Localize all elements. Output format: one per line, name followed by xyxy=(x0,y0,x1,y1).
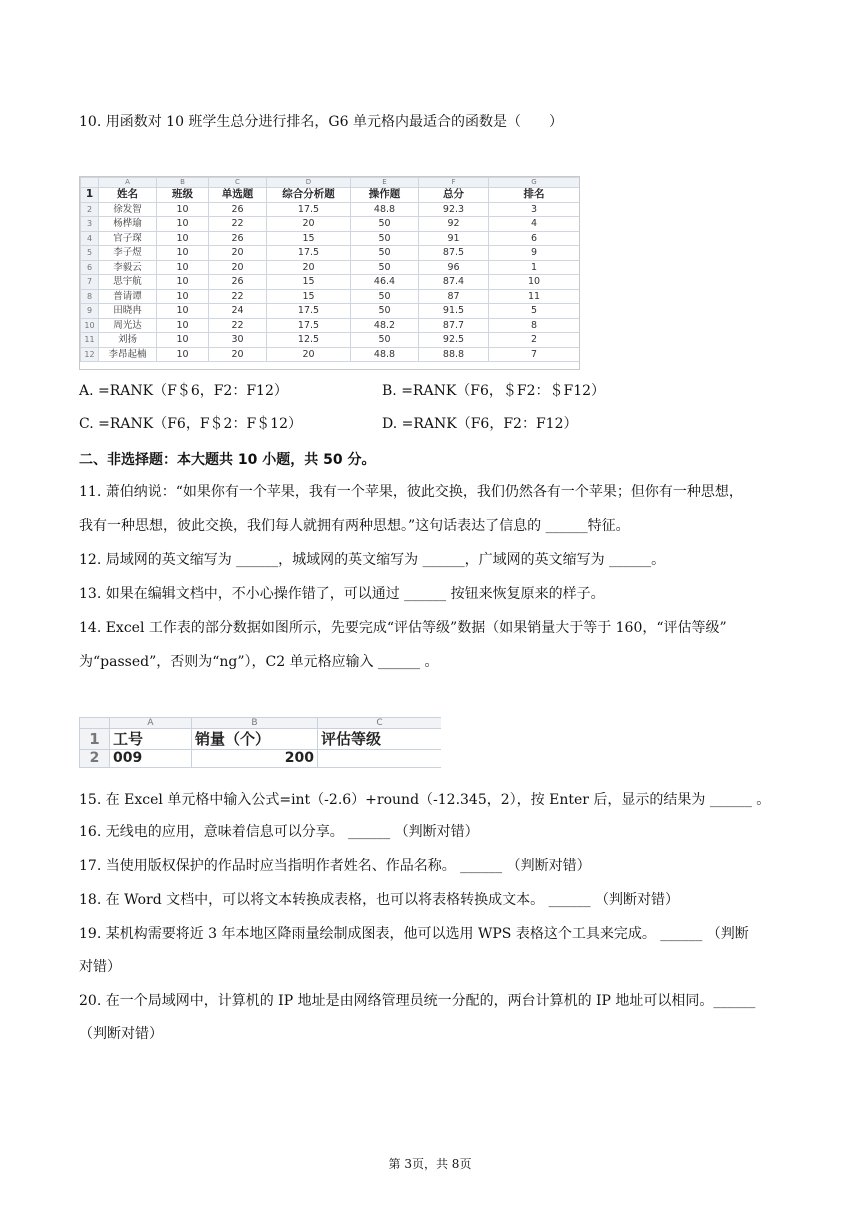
table-cell: 李子煜 xyxy=(99,246,157,261)
question-10: 10. 用函数对 10 班学生总分进行排名，G6 单元格内最适合的函数是（ ） xyxy=(79,114,563,130)
row-number: 7 xyxy=(81,275,99,290)
table-cell: 87.4 xyxy=(419,275,489,290)
col-header xyxy=(80,718,110,729)
table-cell: 3 xyxy=(489,202,580,217)
table-cell: 10 xyxy=(157,231,209,246)
table-row xyxy=(81,246,580,261)
table-cell: 10 xyxy=(157,318,209,333)
table-cell: 87 xyxy=(419,289,489,304)
table-cell: 20 xyxy=(209,246,267,261)
row-number: 1 xyxy=(81,188,99,203)
header-cell: 姓名 xyxy=(99,188,157,203)
table-row xyxy=(81,275,580,290)
question-19-line-2: 对错） xyxy=(79,959,121,975)
table-cell: 24 xyxy=(209,304,267,319)
question-11-line-1: 11. 萧伯纳说：“如果你有一个苹果，我有一个苹果，彼此交换，我们仍然各有一个苹果；但你有一种思想， xyxy=(79,484,743,500)
question-14-line-2: 为“passed”，否则为“ng”），C2 单元格应输入 ______ 。 xyxy=(79,654,439,670)
row-number: 9 xyxy=(81,304,99,319)
table-cell: 17.5 xyxy=(267,202,351,217)
cell-b2: 200 xyxy=(192,750,318,768)
header-cell: 单选题 xyxy=(209,188,267,203)
table-cell: 92.5 xyxy=(419,333,489,348)
row-header: 2 xyxy=(80,750,110,768)
table-cell: 9 xyxy=(489,246,580,261)
table-cell: 92.3 xyxy=(419,202,489,217)
table-cell: 10 xyxy=(157,202,209,217)
header-cell: 综合分析题 xyxy=(267,188,351,203)
option-d: D. =RANK（F6，F2：F12） xyxy=(382,416,578,432)
table-row xyxy=(81,289,580,304)
col-header: A xyxy=(110,718,192,729)
ranking-table xyxy=(80,177,580,362)
col-header: D xyxy=(267,178,351,188)
table-cell: 17.5 xyxy=(267,318,351,333)
row-number: 2 xyxy=(81,202,99,217)
question-17: 17. 当使用版权保护的作品时应当指明作者姓名、作品名称。 ______ （判断对错） xyxy=(79,858,591,874)
row-number: 4 xyxy=(81,231,99,246)
table-cell: 88.8 xyxy=(419,347,489,362)
table-cell: 20 xyxy=(267,217,351,232)
cell-c2 xyxy=(318,750,442,768)
col-header: B xyxy=(192,718,318,729)
cell-c1: 评估等级 xyxy=(318,729,442,750)
table-cell: 17.5 xyxy=(267,246,351,261)
table-cell: 87.7 xyxy=(419,318,489,333)
table-row xyxy=(81,333,580,348)
row-number: 8 xyxy=(81,289,99,304)
table-cell: 杨桦瑜 xyxy=(99,217,157,232)
table-cell: 50 xyxy=(351,246,419,261)
section-2-heading: 二、非选择题：本大题共 10 小题，共 50 分。 xyxy=(79,452,376,468)
table-cell: 10 xyxy=(157,347,209,362)
question-19-line-1: 19. 某机构需要将近 3 年本地区降雨量绘制成图表，他可以选用 WPS 表格这个工具来完成。 ______ （判断 xyxy=(79,926,749,942)
table-cell: 96 xyxy=(419,260,489,275)
table-cell: 91.5 xyxy=(419,304,489,319)
column-header-row xyxy=(81,178,580,188)
table-cell: 20 xyxy=(209,347,267,362)
table-cell: 50 xyxy=(351,260,419,275)
table-cell: 李昂起楠 xyxy=(99,347,157,362)
question-13: 13. 如果在编辑文档中，不小心操作错了，可以通过 ______ 按钮来恢复原来的样子。 xyxy=(79,586,605,602)
table-cell: 20 xyxy=(209,260,267,275)
table-cell: 10 xyxy=(157,246,209,261)
col-header: B xyxy=(157,178,209,188)
table-cell: 8 xyxy=(489,318,580,333)
table-cell: 26 xyxy=(209,202,267,217)
table-cell: 50 xyxy=(351,304,419,319)
header-cell: 总分 xyxy=(419,188,489,203)
row-number: 5 xyxy=(81,246,99,261)
table-cell: 50 xyxy=(351,289,419,304)
cell-a2: 009 xyxy=(110,750,192,768)
table-cell: 50 xyxy=(351,333,419,348)
col-header: C xyxy=(318,718,442,729)
table-cell: 10 xyxy=(157,275,209,290)
option-a: A. =RANK（F＄6，F2：F12） xyxy=(79,383,288,399)
table-cell: 田晓冉 xyxy=(99,304,157,319)
table-cell: 2 xyxy=(489,333,580,348)
header-cell: 班级 xyxy=(157,188,209,203)
table-cell: 20 xyxy=(267,347,351,362)
ranking-spreadsheet-image xyxy=(79,176,580,370)
table-header-row xyxy=(81,188,580,203)
sales-spreadsheet-image xyxy=(79,717,441,770)
cell-b1: 销量（个） xyxy=(192,729,318,750)
table-cell: 1 xyxy=(489,260,580,275)
page-footer: 第 3页，共 8页 xyxy=(388,1157,472,1171)
row-number: 12 xyxy=(81,347,99,362)
table-row xyxy=(81,217,580,232)
sales-table xyxy=(79,717,441,768)
cell-a1: 工号 xyxy=(110,729,192,750)
table-row xyxy=(81,202,580,217)
table-cell: 46.4 xyxy=(351,275,419,290)
table-cell: 10 xyxy=(157,289,209,304)
table-cell: 17.5 xyxy=(267,304,351,319)
table-row xyxy=(81,260,580,275)
table-cell: 12.5 xyxy=(267,333,351,348)
table-cell: 10 xyxy=(157,260,209,275)
col-header: E xyxy=(351,178,419,188)
table-cell: 26 xyxy=(209,275,267,290)
table-cell: 徐发智 xyxy=(99,202,157,217)
table-cell: 7 xyxy=(489,347,580,362)
table-cell: 48.2 xyxy=(351,318,419,333)
table-cell: 91 xyxy=(419,231,489,246)
table-cell: 22 xyxy=(209,289,267,304)
col-header: F xyxy=(419,178,489,188)
row-number: 6 xyxy=(81,260,99,275)
table-row xyxy=(81,231,580,246)
question-12: 12. 局域网的英文缩写为 ______，城域网的英文缩写为 ______，广域网的英文缩写为 ______。 xyxy=(79,552,666,568)
question-20-line-1: 20. 在一个局域网中，计算机的 IP 地址是由网络管理员统一分配的，两台计算机的 IP 地址可以相同。______ xyxy=(79,993,756,1009)
table-cell: 30 xyxy=(209,333,267,348)
table-row xyxy=(81,347,580,362)
row-number: 11 xyxy=(81,333,99,348)
question-14-line-1: 14. Excel 工作表的部分数据如图所示，先要完成“评估等级”数据（如果销量大于等于 160，“评估等级” xyxy=(79,620,727,636)
table-cell: 22 xyxy=(209,318,267,333)
col-header: C xyxy=(209,178,267,188)
question-20-line-2: （判断对错） xyxy=(79,1026,163,1042)
question-11-line-2: 我有一种思想，彼此交换，我们每人就拥有两种思想。”这句话表达了信息的 ______特征。 xyxy=(79,518,630,534)
col-header xyxy=(81,178,99,188)
table-cell: 15 xyxy=(267,231,351,246)
table-cell: 15 xyxy=(267,275,351,290)
table-cell: 5 xyxy=(489,304,580,319)
table-cell: 48.8 xyxy=(351,347,419,362)
col-header: A xyxy=(99,178,157,188)
row-header: 1 xyxy=(80,729,110,750)
table-cell: 92 xyxy=(419,217,489,232)
table-cell: 周光达 xyxy=(99,318,157,333)
table-cell: 10 xyxy=(157,304,209,319)
row-number: 10 xyxy=(81,318,99,333)
question-18: 18. 在 Word 文档中，可以将文本转换成表格，也可以将表格转换成文本。 ______ （判断对错） xyxy=(79,892,680,908)
table-cell: 10 xyxy=(157,217,209,232)
header-cell: 排名 xyxy=(489,188,580,203)
table-cell: 李毅云 xyxy=(99,260,157,275)
col-header: G xyxy=(489,178,580,188)
table-cell: 22 xyxy=(209,217,267,232)
table-cell: 48.8 xyxy=(351,202,419,217)
row-number: 3 xyxy=(81,217,99,232)
table-cell: 刘扬 xyxy=(99,333,157,348)
table-row xyxy=(81,318,580,333)
table-cell: 思宇航 xyxy=(99,275,157,290)
table-cell: 普请谭 xyxy=(99,289,157,304)
header-cell: 操作题 xyxy=(351,188,419,203)
table-cell: 6 xyxy=(489,231,580,246)
table-cell: 87.5 xyxy=(419,246,489,261)
table-cell: 20 xyxy=(267,260,351,275)
option-c: C. =RANK（F6，F＄2：F＄12） xyxy=(79,416,302,432)
question-15: 15. 在 Excel 单元格中输入公式=int（-2.6）+round（-12.345，2），按 Enter 后，显示的结果为 ______ 。 xyxy=(79,792,771,808)
table-cell: 50 xyxy=(351,217,419,232)
option-b: B. =RANK（F6，＄F2：＄F12） xyxy=(382,383,606,399)
table-row xyxy=(81,304,580,319)
table-cell: 50 xyxy=(351,231,419,246)
table-cell: 15 xyxy=(267,289,351,304)
table-cell: 26 xyxy=(209,231,267,246)
question-16: 16. 无线电的应用，意味着信息可以分享。 ______ （判断对错） xyxy=(79,824,479,840)
table-cell: 10 xyxy=(489,275,580,290)
table-cell: 11 xyxy=(489,289,580,304)
table-cell: 10 xyxy=(157,333,209,348)
table-cell: 官子琛 xyxy=(99,231,157,246)
table-cell: 4 xyxy=(489,217,580,232)
